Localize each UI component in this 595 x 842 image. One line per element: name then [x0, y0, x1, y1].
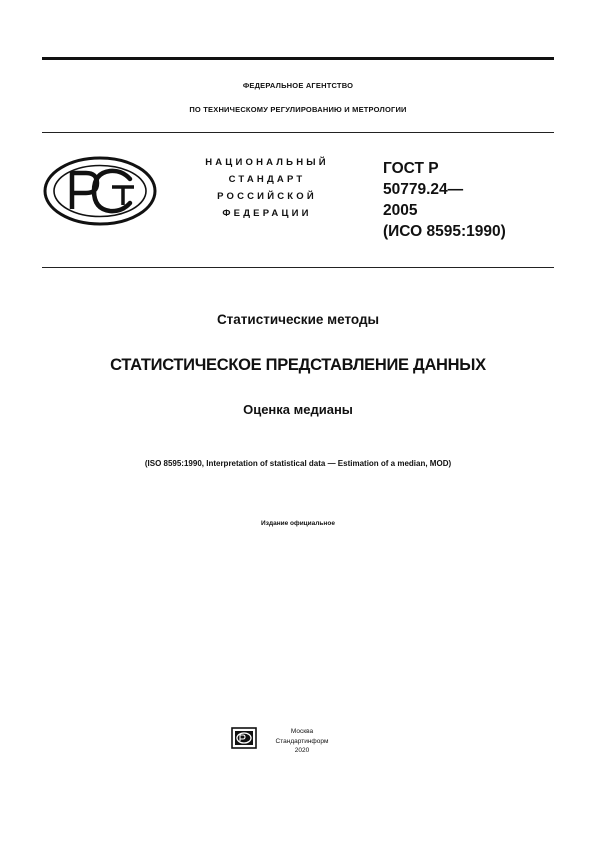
iso-reference: (ISO 8595:1990, Interpretation of statistical data — Estimation of a median, MOD): [144, 459, 452, 468]
publisher-name: Стандартинформ: [275, 737, 329, 745]
edition-note: Издание официальное: [261, 520, 335, 527]
gost-r-logo: [42, 155, 158, 227]
standard-designation: [383, 158, 506, 242]
publisher-info: [262, 727, 342, 756]
document-subtitle: Статистические методы: [216, 312, 380, 327]
publisher-logo: [231, 727, 257, 749]
designation-line-1: ГОСТ Р: [383, 160, 439, 177]
document-subject: Оценка медианы: [243, 402, 353, 417]
designation-line-3: 2005: [383, 202, 418, 219]
publisher-year: 2020: [294, 747, 310, 754]
agency-line-1: ФЕДЕРАЛЬНОЕ АГЕНТСТВО: [242, 81, 354, 90]
gost-r-certification-mark-icon: [42, 155, 158, 227]
document-title: СТАТИСТИЧЕСКОЕ ПРЕДСТАВЛЕНИЕ ДАННЫХ: [110, 356, 486, 374]
national-standard-line-3: РОССИЙСКОЙ: [217, 191, 317, 202]
national-standard-line-2: СТАНДАРТ: [228, 174, 306, 185]
standartinform-logo-icon: [231, 727, 257, 749]
designation-line-2: 50779.24—: [383, 181, 464, 198]
header-rule: [42, 132, 554, 133]
national-standard-line-4: ФЕДЕРАЦИИ: [222, 208, 312, 219]
national-standard-line-1: НАЦИОНАЛЬНЫЙ: [205, 157, 329, 168]
national-standard-block: [182, 154, 352, 222]
designation-rule: [42, 267, 554, 268]
publisher-city: Москва: [290, 728, 314, 735]
designation-line-4: (ИСО 8595:1990): [383, 223, 506, 240]
agency-line-2: ПО ТЕХНИЧЕСКОМУ РЕГУЛИРОВАНИЮ И МЕТРОЛОГИИ: [189, 105, 407, 114]
top-rule: [42, 57, 554, 60]
